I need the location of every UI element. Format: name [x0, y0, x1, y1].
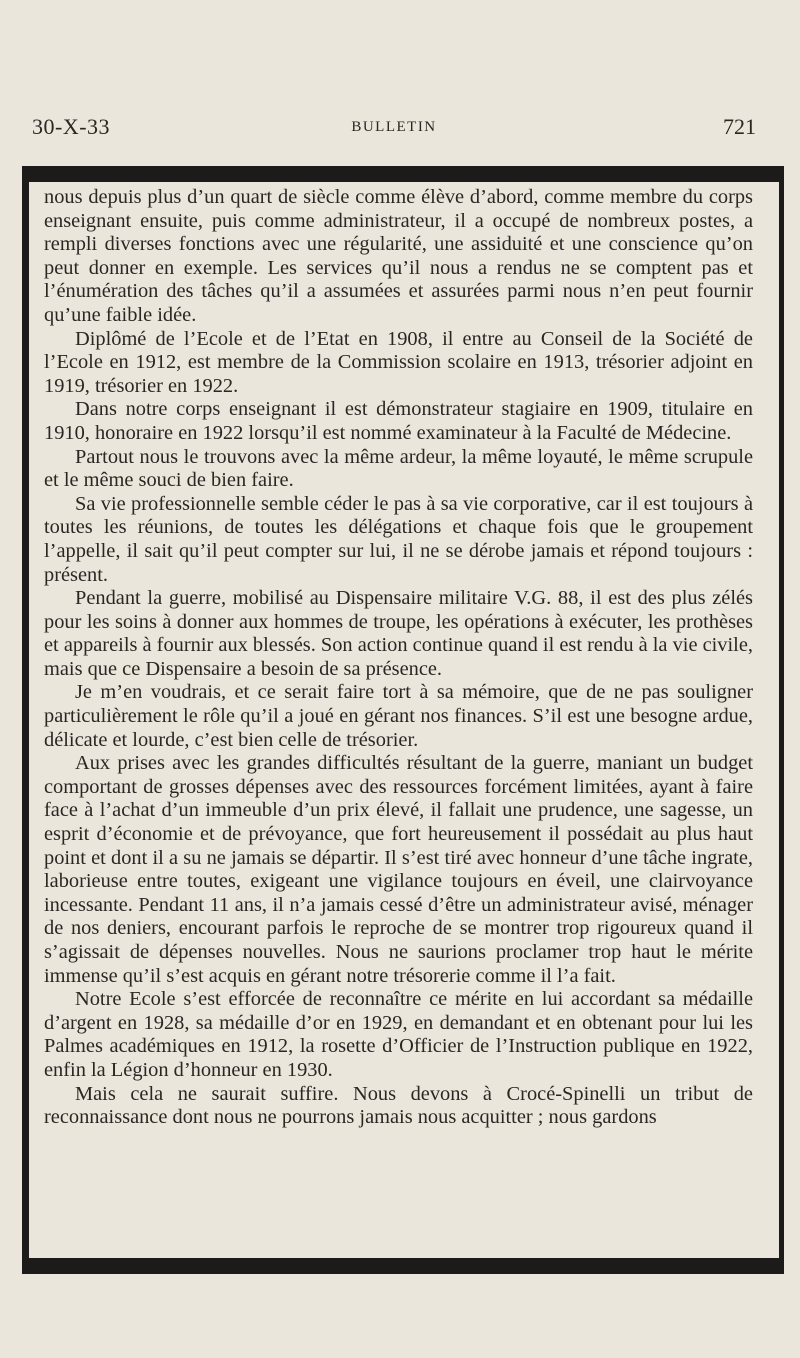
paragraph-1: nous depuis plus d’un quart de siècle comme élève d’abord, comme membre du corps enseignant ensuite, puis comme administrateur, il a occupé de nombreux postes, a rempli diverses fonctions avec une régularité, une assiduité et une conscience qu’on peut donner en exemple. Les services qu’il nous a rendus ne se comptent pas et l’énumération des tâches qu’il a assumées et assurées parmi nous n’en peut fournir qu’une faible idée.: [44, 186, 753, 326]
paragraph-3: Dans notre corps enseignant il est démonstrateur stagiaire en 1909, titulaire en 1910, honoraire en 1922 lorsqu’il est nommé examinateur à la Faculté de Médecine.: [44, 398, 753, 444]
paragraph-7: Je m’en voudrais, et ce serait faire tort à sa mémoire, que de ne pas souligner particulièrement le rôle qu’il a joué en gérant nos finances. S’il est une besogne ardue, délicate et lourde, c’est bien celle de trésorier.: [44, 681, 753, 751]
paragraph-6: Pendant la guerre, mobilisé au Dispensaire militaire V.G. 88, il est des plus zélés pour les soins à donner aux hommes de troupe, les opérations à exécuter, les prothèses et appareils à fournir aux blessés. Son action continue quand il est rendu à la vie civile, mais que ce Dispensaire a besoin de sa présence.: [44, 587, 753, 680]
paragraph-4: Partout nous le trouvons avec la même ardeur, la même loyauté, le même scrupule et le même souci de bien faire.: [44, 445, 753, 492]
paragraph-5: Sa vie professionnelle semble céder le pas à sa vie corporative, car il est toujours à toutes les réunions, de toutes les délégations et chaque fois que le groupement l’appelle, il sait qu’il peut compter sur lui, il ne se dérobe jamais et répond toujours : présent.: [44, 492, 753, 586]
article-body: [44, 186, 753, 1250]
paragraph-8: Aux prises avec les grandes difficultés résultant de la guerre, maniant un budget comportant de grosses dépenses avec des ressources forcément limitées, ayant à faire face à l’achat d’un immeuble d’un prix élevé, il fallait une prudence, une sagesse, un esprit d’économie et de prévoyance, que fort heureusement il possédait au plus haut point et dont il a su ne jamais se départir. Il s’est tiré avec honneur d’une tâche ingrate, laborieuse entre toutes, exigeant une vigilance toujours en éveil, une clairvoyance incessante. Pendant 11 ans, il n’a jamais cessé d’être un administrateur avisé, ménager de nos deniers, encourant parfois le reproche de se montrer trop rigoureux quand il s’agissait de dépenses nouvelles. Nous ne saurions proclamer trop haut le mérite immense qu’il s’est acquis en gérant notre trésorerie comme il l’a fait.: [44, 752, 753, 987]
paragraph-9: Notre Ecole s’est efforcée de reconnaître ce mérite en lui accordant sa médaille d’argent en 1928, sa médaille d’or en 1929, en demandant et en obtenant pour lui les Palmes académiques en 1912, la rosette d’Officier de l’Instruction publique en 1922, enfin la Légion d’honneur en 1930.: [44, 988, 753, 1081]
header-date: 30-X-33: [32, 114, 111, 139]
paragraph-2: Diplômé de l’Ecole et de l’Etat en 1908, il entre au Conseil de la Société de l’Ecole en 1912, est membre de la Commission scolaire en 1913, trésorier adjoint en 1919, trésorier en 1922.: [44, 327, 753, 397]
page-header: [32, 114, 756, 144]
page-number: 721: [723, 114, 756, 139]
header-title: BULLETIN: [351, 119, 437, 135]
paragraph-10: Mais cela ne saurait suffire. Nous devons à Crocé-Spinelli un tribut de reconnaissance dont nous ne pourrons jamais nous acquitter ; nous gardons: [44, 1082, 753, 1129]
